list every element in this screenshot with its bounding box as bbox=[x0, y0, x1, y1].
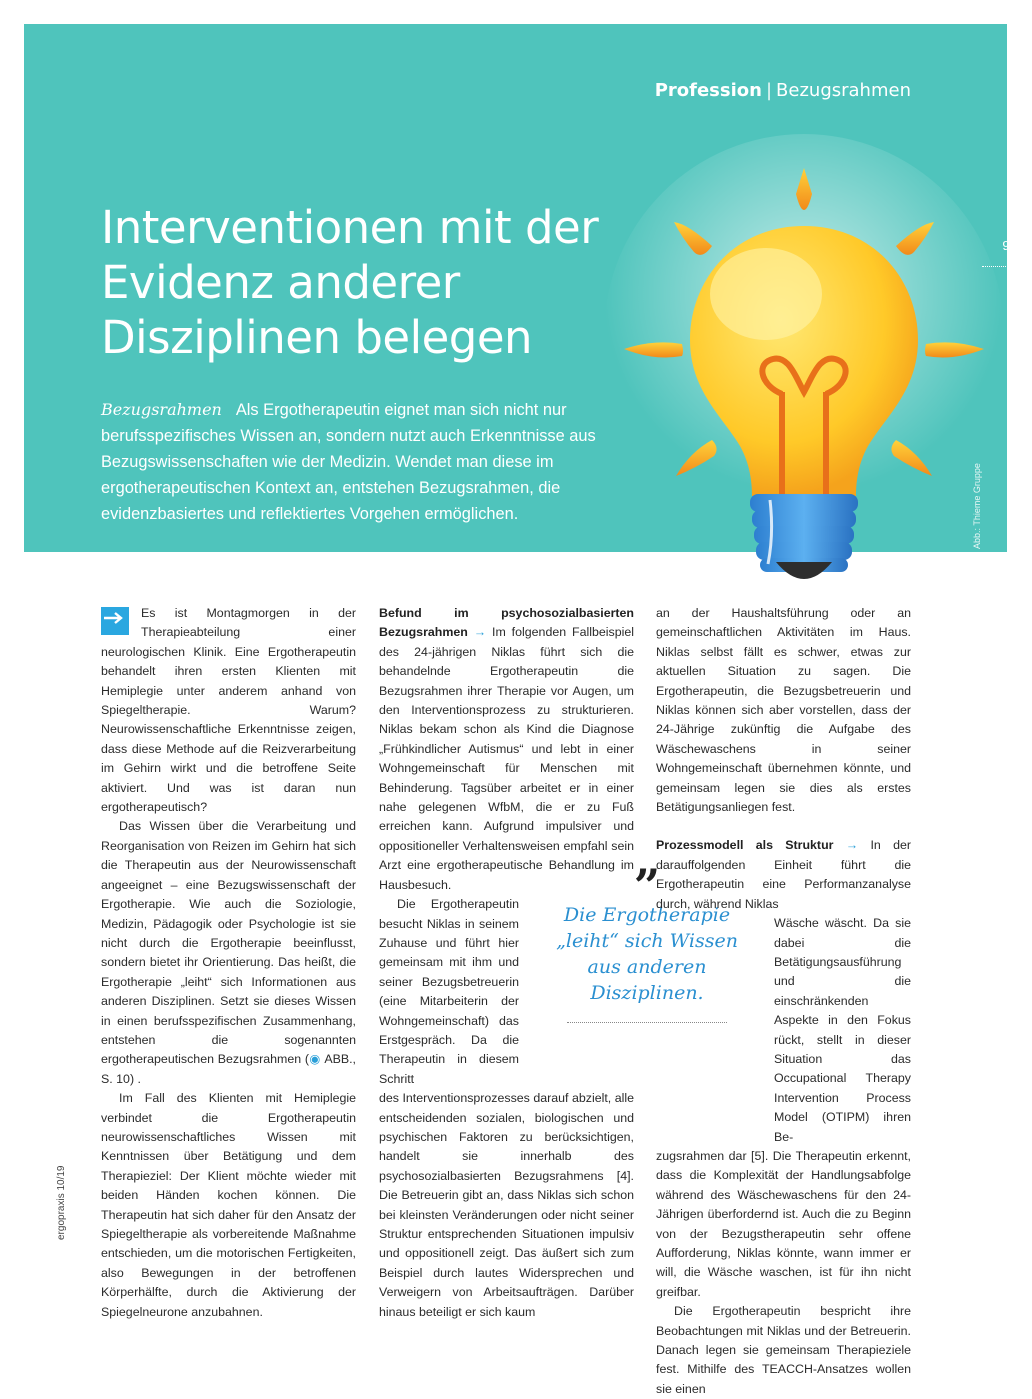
paragraph-text: Das Wissen über die Verarbeitung und Reorganisation von Reizen im Gehirn hat sich die Therapeutin aus der Neurowissenschaft angeeignet – eine Bezugswissenschaft der Ergotherapie. Wie auch die Soziologie, Medizin, Pädagogik oder Psychologie ist sie nicht durch die Ergotherapie beeinflusst, sondern bietet ihr Orientierung. Das heißt, die Ergotherapie „leiht“ sich Informationen aus anderen Disziplinen. Setzt sie dieses Wissen in einen berufsspezifischen Zusammenhang, entstehen die sogenannten ergotherapeutischen Bezugsrahmen ( bbox=[101, 819, 356, 1067]
quote-text: Die Ergotherapie „leiht“ sich Wissen aus anderen Disziplinen. bbox=[556, 904, 738, 1004]
paragraph: Es ist Montagmorgen in der Therapieabteilung einer neurologischen Klinik. Eine Ergotherapeutin behandelt ihren ersten Klienten mit Hemiplegie unter anderem anhand von Spiegeltherapie. Warum? Neurowissenschaftliche Erkenntnisse zeigen, dass diese Methode auf die Reizverarbeitung im Gehirn wirkt und die betroffene Seite aktiviert. Und was ist daran nun ergotherapeutisch? bbox=[101, 606, 356, 815]
paragraph: zugsrahmen dar [5]. Die Therapeutin erkennt, dass die Komplexität der Handlungsabfolge während des Wäschewaschens für den 24-Jährigen überfordernd ist. Auch die zu Beginn von der Bezugstherapeutin sehr offene Aufforderung, Niklas könnte, wann immer er will, die Wäsche waschen, ist für ihn nicht greifbar. bbox=[656, 1148, 911, 1299]
paragraph: an der Haushaltsführung oder an gemeinschaftlichen Aktivitäten im Haus. Niklas selbst fällt es schwer, etwas zur aktuellen Situation zu sagen. Die Ergotherapeutin, die Bezugsbetreuerin und Niklas können sich aber vorstellen, dass der 24-Jährige zukünftig die Aufgabe des Wäschewaschens in seiner Wohngemeinschaft übernehmen könnte, und gemeinsam legen sie dies als erstes Betätigungsanliegen fest. bbox=[656, 606, 911, 815]
article-column-3 bbox=[656, 604, 911, 1399]
lead-text: Als Ergotherapeutin eignet man sich nicht nur berufsspezifisches Wissen an, sondern nutzt auch Erkenntnisse aus Bezugswissenschaften wie der Medizin. Wendet man diese im ergotherapeutischen Kontext an, entstehen Bezugsrahmen, die evidenzbasiertes und reflektiertes Vorgehen ermöglichen. bbox=[101, 401, 596, 523]
figure-reference-link[interactable]: ABB., S. 10 bbox=[101, 1052, 356, 1086]
image-credit: Abb.: Thieme Gruppe bbox=[972, 463, 982, 549]
journal-issue-label: ergopraxis 10/19 bbox=[56, 1165, 67, 1240]
paragraph: Im Fall des Klienten mit Hemiplegie verbindet die Ergotherapeutin neurowissenschaftliches Wissen mit Kenntnissen über Betätigung und dem Therapieziel: Der Klient möchte wieder mit beiden Händen kochen können. Die Therapeutin hat sich daher für den Ansatz der Spiegeltherapie als vorbereitende Maßnahme entschieden, um die motorischen Fertigkeiten, also Bewegungen in der betroffenen Körperhälfte, durch die Aktivierung der Spiegelneurone anzubahnen. bbox=[101, 1091, 356, 1319]
quote-mark-icon: ” bbox=[633, 859, 661, 913]
paragraph: Die Ergotherapeutin besucht Niklas in seinem Zuhause und führt hier gemeinsam mit ihm und seiner Bezugsbetreuerin (eine Mitarbeiterin der Wohngemeinschaft) das Erstgespräch. Da die Therapeutin in diesem Schritt bbox=[379, 897, 519, 1086]
subheading: Prozessmodell als Struktur bbox=[656, 838, 834, 853]
section-topic: Bezugsrahmen bbox=[776, 80, 911, 101]
lightbulb-illustration bbox=[584, 134, 1004, 604]
hero-banner bbox=[24, 24, 1010, 552]
page-number-rule bbox=[982, 266, 1030, 267]
paragraph bbox=[656, 836, 911, 914]
page-title: Interventionen mit der Evidenz anderer Disziplinen belegen bbox=[101, 201, 599, 364]
arrow-right-icon: → bbox=[473, 625, 487, 640]
eye-icon: ◉ bbox=[309, 1052, 321, 1067]
paragraph bbox=[379, 604, 634, 895]
subheading: Befund im psychosozialbasierten Bezugsrahmen bbox=[379, 606, 634, 640]
arrow-right-icon bbox=[101, 607, 129, 635]
paragraph: Die Ergotherapeutin bespricht ihre Beobachtungen mit Niklas und der Betreuerin. Danach legen sie gemeinsam Therapieziele fest. Mithilfe des TEACCH-Ansatzes wollen sie einen bbox=[656, 1304, 911, 1396]
paragraph-text: Im folgenden Fallbeispiel des 24-jährigen Niklas führt sich die behandelnde Ergotherapeutin die Bezugsrahmen ihrer Therapie vor Augen, um den Interventionsprozess zu strukturieren. Niklas bekam schon als Kind die Diagnose „Frühkindlicher Autismus“ und lebt in einer Wohngemeinschaft für Menschen mit Behinderung. Tagsüber arbeitet er in einer nahe gelegenen WfbM, die er zu Fuß erreichen kann. Aufgrund impulsiver und oppositioneller Verhaltensweisen empfahl sein Arzt eine ergotherapeutische Behandlung im Hausbesuch. bbox=[379, 625, 634, 892]
section-header bbox=[655, 80, 911, 101]
arrow-right-icon: → bbox=[845, 838, 859, 853]
lead-paragraph bbox=[101, 397, 611, 527]
lead-kicker: Bezugsrahmen bbox=[101, 400, 222, 419]
paragraph: des Interventionsprozesses darauf abzielt, alle entscheidenden sozialen, biologischen und psychischen Faktoren zu berücksichtigen, handelt sie innerhalb des psychosozialbasierten Bezugsrahmens [4]. Die Betreuerin gibt an, dass Niklas sich schon bei kleinsten Veränderungen oder nicht seiner Struktur entsprechenden Situationen impulsiv und oppositionell zeigt. Das äußert sich zum Beispiel durch lautes Widersprechen und Verweigern von Arbeitsaufträgen. Darüber hinaus beteiligt er sich kaum bbox=[379, 1091, 634, 1319]
paragraph-text: In der darauffolgenden Einheit führt die Ergotherapeutin eine Performanzanalyse durch, während Niklas bbox=[656, 838, 911, 911]
header-separator: | bbox=[765, 80, 773, 101]
page-number: 9 bbox=[1002, 238, 1010, 253]
article-column-1 bbox=[101, 604, 356, 1322]
section-label: Profession bbox=[654, 80, 762, 101]
paragraph-text: ) . bbox=[129, 1071, 141, 1086]
paragraph: Wäsche wäscht. Da sie dabei die Betätigungsausführung und die einschränkenden Aspekte in den Fokus rückt, stellt in dieser Situation das Occupational Therapy Intervention Process Model (OTIPM) ihren Be- bbox=[774, 916, 911, 1144]
paragraph bbox=[101, 817, 356, 1089]
